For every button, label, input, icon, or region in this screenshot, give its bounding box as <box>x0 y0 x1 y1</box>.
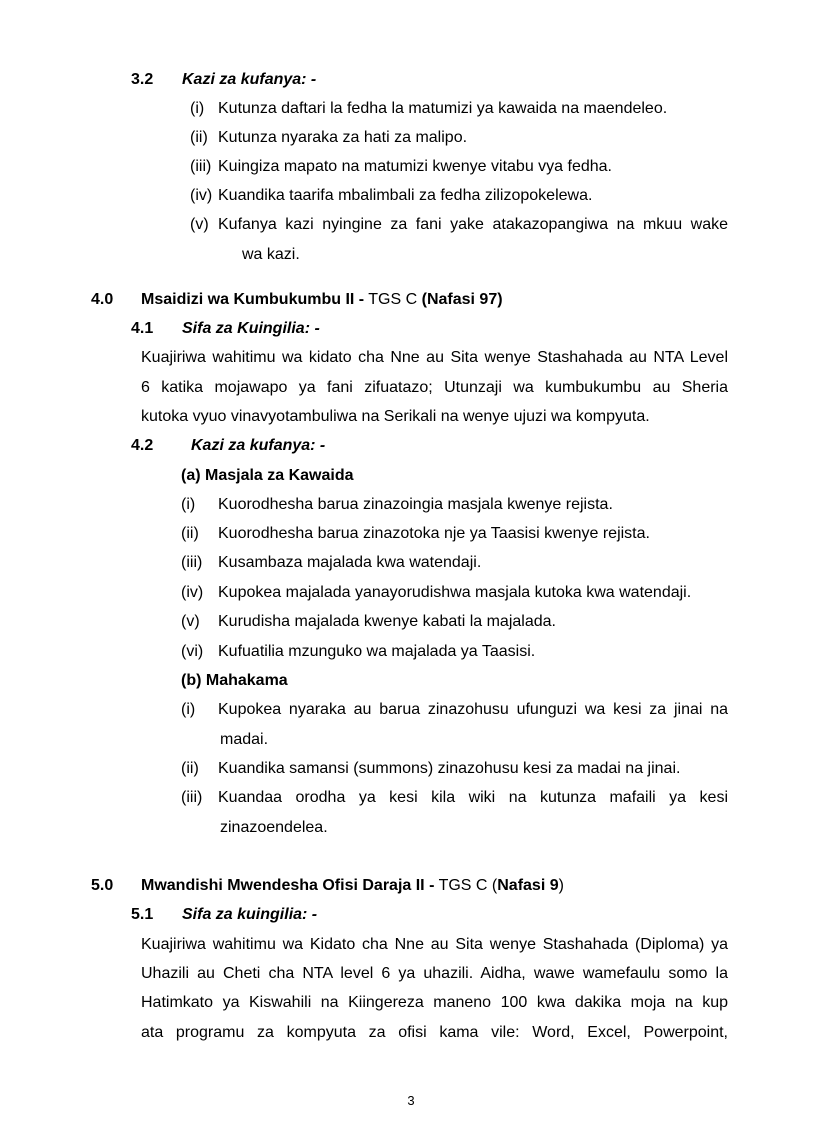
section-5-0-posts: Nafasi 9 <box>497 877 559 894</box>
subsection-b-title: (b) Mahakama <box>181 672 288 689</box>
section-4-0-grade: TGS C <box>364 291 422 308</box>
list-item-continuation: madai. <box>220 731 269 748</box>
section-3-2-number: 3.2 <box>131 71 154 88</box>
list-item-continuation: wa kazi. <box>242 246 300 263</box>
paragraph-line: Uhazili au Cheti cha NTA level 6 ya uhazili. Aidha, wawe wamefaulu somo la <box>141 965 728 982</box>
section-4-2-number: 4.2 <box>131 437 154 454</box>
section-5-0-heading <box>141 876 564 896</box>
list-item-text: Kuorodhesha barua zinazotoka nje ya Taasisi kwenye rejista. <box>218 525 650 542</box>
list-item-label: (ii) <box>181 525 199 542</box>
list-item-label: (iv) <box>181 584 204 601</box>
section-4-1-title: Sifa za Kuingilia: - <box>182 320 320 337</box>
list-item-label: (v) <box>190 216 209 233</box>
list-item-text: Kuorodhesha barua zinazoingia masjala kwenye rejista. <box>218 496 613 513</box>
list-item-continuation: zinazoendelea. <box>220 819 328 836</box>
section-4-0-heading <box>141 290 503 310</box>
paragraph-line: Kuajiriwa wahitimu wa Kidato cha Nne au Sita wenye Stashahada (Diploma) ya <box>141 936 728 953</box>
list-item-text: Kutunza daftari la fedha la matumizi ya kawaida na maendeleo. <box>218 100 668 117</box>
list-item-label: (v) <box>181 613 200 630</box>
section-4-0-number: 4.0 <box>91 291 114 308</box>
list-item-text: Kurudisha majalada kwenye kabati la majalada. <box>218 613 556 630</box>
list-item-label: (ii) <box>190 129 208 146</box>
paragraph-line: 6 katika mojawapo ya fani zifuatazo; Utunzaji wa kumbukumbu au Sheria <box>141 379 728 396</box>
section-3-2-title: Kazi za kufanya: - <box>182 71 317 88</box>
section-5-0-number: 5.0 <box>91 877 114 894</box>
page-number: 3 <box>407 1093 415 1108</box>
list-item-label: (vi) <box>181 643 204 660</box>
section-4-0-posts: (Nafasi 97) <box>421 291 503 308</box>
list-item-text: Kusambaza majalada kwa watendaji. <box>218 554 482 571</box>
list-item-label: (ii) <box>181 760 199 777</box>
list-item-text: Kuingiza mapato na matumizi kwenye vitabu vya fedha. <box>218 158 612 175</box>
list-item-text: Kupokea nyaraka au barua zinazohusu ufunguzi wa kesi za jinai na <box>218 701 728 718</box>
list-item-text: Kufuatilia mzunguko wa majalada ya Taasisi. <box>218 643 536 660</box>
list-item-text: Kutunza nyaraka za hati za malipo. <box>218 129 468 146</box>
list-item-label: (i) <box>190 100 205 117</box>
list-item-label: (iii) <box>181 554 203 571</box>
section-5-0-close: ) <box>558 877 564 894</box>
section-5-0-grade: TGS C ( <box>434 877 498 894</box>
section-5-1-number: 5.1 <box>131 906 154 923</box>
section-4-0-title: Msaidizi wa Kumbukumbu II - <box>141 291 365 308</box>
list-item-label: (iii) <box>181 789 203 806</box>
list-item-text: Kuandaa orodha ya kesi kila wiki na kutunza mafaili ya kesi <box>218 789 728 806</box>
list-item-label: (iv) <box>190 187 213 204</box>
list-item-text: Kuandika samansi (summons) zinazohusu kesi za madai na jinai. <box>218 760 681 777</box>
section-4-1-number: 4.1 <box>131 320 154 337</box>
list-item-label: (i) <box>181 701 196 718</box>
list-item-text: Kupokea majalada yanayorudishwa masjala kutoka kwa watendaji. <box>218 584 692 601</box>
paragraph-line: ata programu za kompyuta za ofisi kama vile: Word, Excel, Powerpoint, <box>141 1024 728 1041</box>
section-5-0-title: Mwandishi Mwendesha Ofisi Daraja II - <box>141 877 435 894</box>
subsection-a-title: (a) Masjala za Kawaida <box>181 467 354 484</box>
list-item-label: (i) <box>181 496 196 513</box>
section-4-2-title: Kazi za kufanya: - <box>191 437 326 454</box>
list-item-text: Kufanya kazi nyingine za fani yake atakazopangiwa na mkuu wake <box>218 216 728 233</box>
list-item-label: (iii) <box>190 158 212 175</box>
paragraph-line: Kuajiriwa wahitimu wa kidato cha Nne au Sita wenye Stashahada au NTA Level <box>141 349 728 366</box>
paragraph-line: Hatimkato ya Kiswahili na Kiingereza maneno 100 kwa dakika moja na kup <box>141 994 728 1011</box>
list-item-text: Kuandika taarifa mbalimbali za fedha zilizopokelewa. <box>218 187 593 204</box>
section-5-1-title: Sifa za kuingilia: - <box>182 906 318 923</box>
paragraph-line: kutoka vyuo vinavyotambuliwa na Serikali na wenye ujuzi wa kompyuta. <box>141 408 650 425</box>
